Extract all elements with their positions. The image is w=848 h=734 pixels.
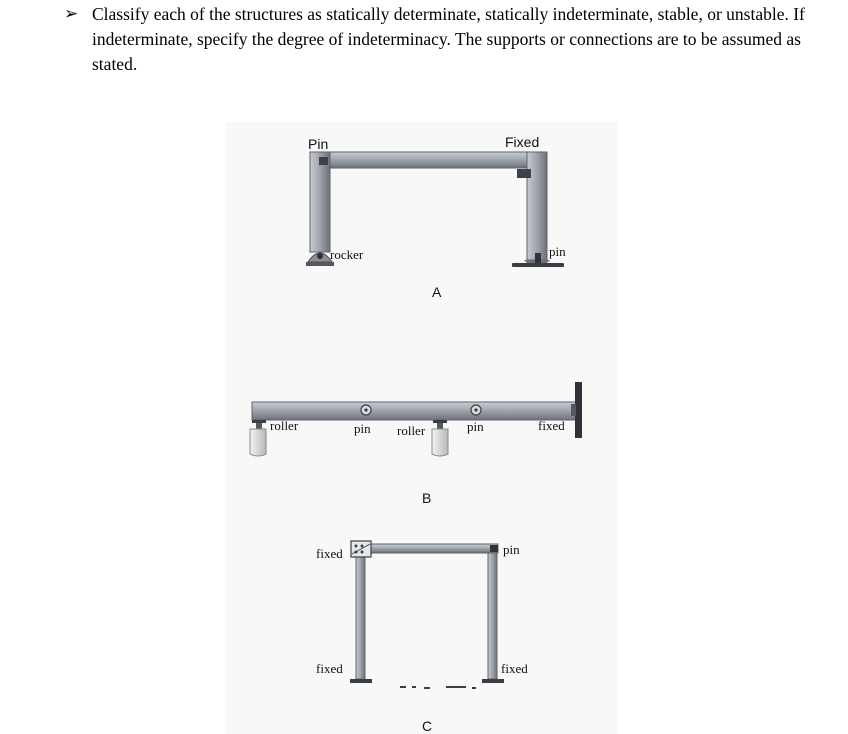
c-label-fixed-top: fixed [316,546,343,561]
b-label-roller-left: roller [270,418,299,433]
a-label-rocker: rocker [330,247,364,262]
c-caption: C [422,718,433,734]
b-label-fixed: fixed [538,418,565,433]
c-ground-line [400,686,476,689]
c-right-column [488,553,497,679]
b-roller-support-left [250,420,266,456]
c-label-fixed-bottom-right: fixed [501,661,528,676]
c-left-column [356,553,365,679]
b-fixed-wall [575,382,582,438]
c-label-fixed-bottom-left: fixed [316,661,343,676]
b-label-pin-1: pin [354,421,371,436]
b-pin-hinge-2 [471,405,481,415]
b-roller-support-mid [432,420,448,456]
c-pin-joint [490,545,498,552]
a-top-beam [318,152,546,168]
figure-b [250,382,582,506]
a-pin-connection [319,157,328,165]
a-caption: A [432,284,442,300]
a-label-pin-support: pin [549,244,566,259]
b-caption: B [422,490,432,506]
c-fixed-joint [351,541,371,557]
bullet-icon: ➢ [64,4,79,23]
b-pin-hinge-1 [361,405,371,415]
a-fixed-connection [517,169,531,178]
question-text: Classify each of the structures as statically determinate, statically indeterminate, stable, or unstable. If indeterminate, specify the degree of indeterminacy. The supports or connections are to be assumed as stated. [92,4,805,74]
b-label-roller-mid: roller [397,423,426,438]
a-label-pin: Pin [308,136,329,152]
b-beam [252,402,578,420]
figure-c [316,541,528,734]
a-right-column [527,152,547,260]
c-base-left [350,679,372,683]
b-label-pin-2: pin [467,419,484,434]
a-left-column [310,152,330,252]
c-label-pin: pin [503,542,520,557]
c-top-beam [356,544,498,553]
a-label-fixed: Fixed [505,134,540,150]
c-base-right [482,679,504,683]
figure-a [306,134,566,300]
